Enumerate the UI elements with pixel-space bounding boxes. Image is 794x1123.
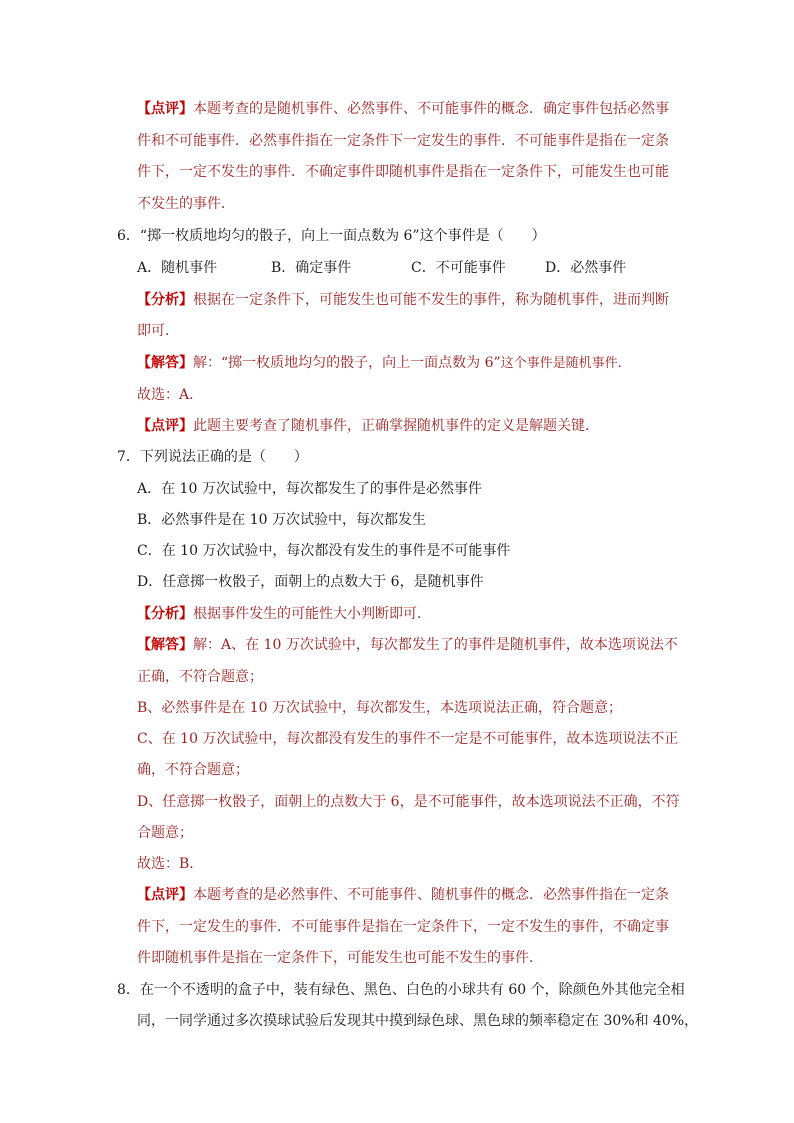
q7-answer-line-6: D、任意掷一枚骰子，面朝上的点数大于 6，是不可能事件，故本选项说法不正确，不符 — [137, 794, 680, 810]
q7-answer-line-2: 正确，不符合题意； — [137, 669, 263, 685]
q6-analysis-line-2: 即可． — [137, 323, 179, 339]
q8-stem-line-1: 8．在一个不透明的盒子中，装有绿色、黑色、白色的小球共有 60 个，除颜色外其他完全相 — [117, 982, 685, 998]
answer-tag: 【解答】 — [137, 637, 193, 653]
q7-answer-line-3: B、必然事件是在 10 万次试验中，每次都发生，本选项说法正确，符合题意； — [137, 700, 623, 716]
q7-choice: 故选：B． — [137, 856, 204, 872]
q6-options — [137, 258, 626, 278]
q7-analysis: 【分析】根据事件发生的可能性大小判断即可． — [137, 606, 431, 622]
q7-option-d: D．任意掷一枚骰子，面朝上的点数大于 6，是随机事件 — [137, 574, 484, 590]
q7-answer-line-7: 合题意； — [137, 825, 193, 841]
analysis-tag: 【分析】 — [137, 606, 193, 622]
review-tag: 【点评】 — [137, 887, 193, 903]
q7-review-line-3: 件即随机事件是指在一定条件下，可能发生也可能不发生的事件． — [137, 950, 543, 966]
q6-option-b: B．确定事件 — [271, 260, 352, 276]
q6-option-a: A．随机事件 — [137, 260, 218, 276]
q5-review-line-4: 不发生的事件． — [137, 196, 235, 212]
q5-review-line-2: 件和不可能事件．必然事件指在一定条件下一定发生的事件．不可能事件是指在一定条 — [137, 133, 669, 149]
review-tag: 【点评】 — [137, 101, 193, 117]
q6-choice: 故选：A． — [137, 387, 204, 403]
q7-answer-line-4: C、在 10 万次试验中，每次都没有发生的事件不一定是不可能事件，故本选项说法不正 — [137, 731, 679, 747]
q5-review-line-3: 件下，一定不发生的事件．不确定事件即随机事件是指在一定条件下，可能发生也可能 — [137, 164, 669, 180]
q6-answer: 【解答】解：“掷一枚质地均匀的骰子，向上一面点数为 6”这个事件是随机事件. — [137, 355, 622, 371]
q7-review-line-1: 【点评】本题考查的是必然事件、不可能事件、随机事件的概念．必然事件指在一定条 — [137, 887, 669, 903]
q6-option-c: C．不可能事件 — [411, 260, 506, 276]
answer-tag: 【解答】 — [137, 355, 193, 371]
q5-review-line-1: 【点评】本题考查的是随机事件、必然事件、不可能事件的概念．确定事件包括必然事 — [137, 101, 669, 117]
q6-stem: 6．“掷一枚质地均匀的骰子，向上一面点数为 6”这个事件是（ ） — [117, 228, 546, 244]
q8-stem-line-2: 同，一同学通过多次摸球试验后发现其中摸到绿色球、黑色球的频率稳定在 30%和 40%， — [137, 1013, 699, 1029]
q7-option-a: A．在 10 万次试验中，每次都发生了的事件是必然事件 — [137, 481, 482, 497]
q7-answer-line-5: 确，不符合题意； — [137, 762, 249, 778]
q6-review: 【点评】此题主要考查了随机事件，正确掌握随机事件的定义是解题关键． — [137, 418, 599, 434]
q6-option-d: D．必然事件 — [545, 260, 627, 276]
q7-option-b: B．必然事件是在 10 万次试验中，每次都发生 — [137, 512, 427, 528]
q7-review-line-2: 件下，一定发生的事件．不可能事件是指在一定条件下，一定不发生的事件，不确定事 — [137, 919, 669, 935]
q7-answer-line-1: 【解答】解：A、在 10 万次试验中，每次都发生了的事件是随机事件，故本选项说法不 — [137, 637, 678, 653]
q7-stem: 7．下列说法正确的是（ ） — [117, 449, 308, 465]
q6-analysis-line-1: 【分析】根据在一定条件下，可能发生也可能不发生的事件，称为随机事件，进而判断 — [137, 292, 669, 308]
analysis-tag: 【分析】 — [137, 292, 193, 308]
q7-option-c: C．在 10 万次试验中，每次都没有发生的事件是不可能事件 — [137, 543, 511, 559]
review-tag: 【点评】 — [137, 418, 193, 434]
